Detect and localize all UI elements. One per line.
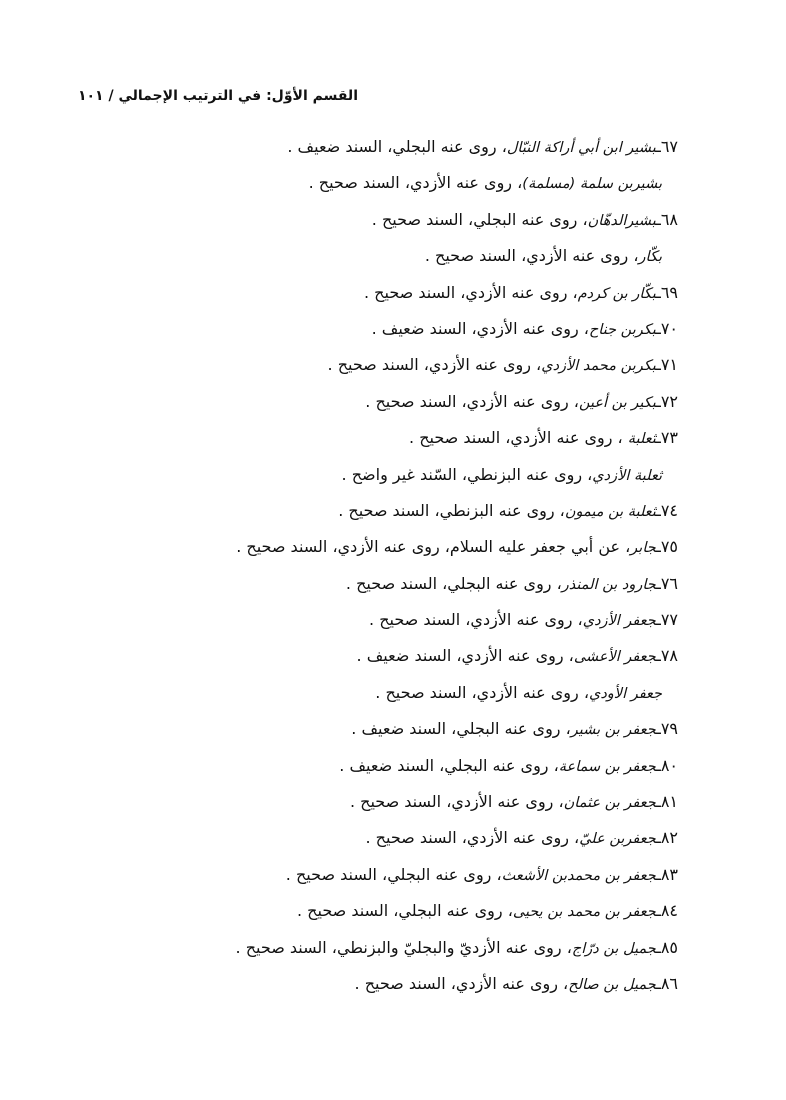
narrator-name: جعفر بن عثمان [563,795,657,812]
numbered-entry [100,930,678,966]
numbered-entry [100,893,678,929]
entry-text: ، روى عنه الأزدي، السند صحيح . [349,792,564,812]
entry-text: ، روى عنه البزنطي، السّند غير واضح . [341,464,593,484]
narrator-name: جعفر الأودي [588,685,662,702]
numbered-entry [100,275,678,311]
narrator-name: بكير بن أعين [578,394,657,411]
sub-entry [100,165,678,201]
numbered-entry [100,347,678,383]
narrator-name: ثعلبة [627,431,657,448]
entry-number: ٧٠ـ [656,318,678,338]
entry-text: ، روى عنه الأزدي، السند صحيح . [308,173,523,193]
narrator-name: جعفر بن محمد بن يحيى [512,904,657,921]
narrator-name: ثعلبة بن ميمون [564,503,657,520]
entry-number: ٨١ـ [656,792,678,812]
entry-text: ، روى عنه البجلي، السند صحيح . [297,901,513,921]
entry-text: ، روى عنه الأزدي، السند صحيح . [409,428,628,448]
entry-text: ، روى عنه الأزدي، السند ضعيف . [371,318,589,338]
entry-text: ، روى عنه البجلي، السند صحيح . [371,209,588,229]
entry-text: ، روى عنه الأزديّ والبجليّ والبزنطي، السند صحيح . [235,937,572,957]
entry-text: ، روى عنه البزنطي، السند صحيح . [338,500,565,520]
narrator-name: جارود بن المنذر [561,576,657,593]
sub-entry [100,457,678,493]
narrator-name: جعفر الأعشى [573,649,657,666]
numbered-entry [100,529,678,565]
entry-list [100,129,678,1002]
entry-number: ٧١ـ [656,355,678,375]
entry-text: ، روى عنه الأزدي، السند صحيح . [354,973,569,993]
entry-number: ٨٣ـ [656,864,678,884]
entry-number: ٧٦ـ [656,573,678,593]
numbered-entry [100,638,678,674]
entry-number: ٧٧ـ [656,610,678,630]
narrator-name: جعفر بن محمدبن الأشعث [501,867,657,884]
entry-text: ، روى عنه الأزدي، السند صحيح . [327,355,542,375]
entry-number: ٨٠ـ [656,755,678,775]
numbered-entry [100,820,678,856]
narrator-name: جعفر بن بشير [570,722,657,739]
numbered-entry [100,857,678,893]
entry-text: ، روى عنه البجلي، السند صحيح . [285,864,502,884]
header-separator: / [108,88,114,104]
narrator-name: جميل بن درّاج [571,940,657,957]
entry-text: ، روى عنه الأزدي، السند صحيح . [369,610,583,630]
running-header [77,88,358,104]
narrator-name: بكربن محمد الأزدي [541,358,657,375]
entry-number: ٦٨ـ [656,209,678,229]
narrator-name: بكّار بن كردم [577,285,657,302]
sub-entry [100,238,678,274]
numbered-entry [100,711,678,747]
entry-number: ٧٥ـ [656,537,678,557]
narrator-name: بكربن جناح [588,321,657,338]
entry-text: ، روى عنه الأزدي، السند ضعيف . [356,646,574,666]
numbered-entry [100,566,678,602]
header-title: القسم الأوّل: في الترتيب الإجمالي [118,88,358,104]
entry-text: ، روى عنه البجلي، السند ضعيف . [339,755,559,775]
narrator-name: جعفر الأزدي [582,613,657,630]
narrator-name: ثعلبة الأزدي [592,467,662,484]
entry-text: ، روى عنه الأزدي، السند صحيح . [363,282,578,302]
numbered-entry [100,420,678,456]
numbered-entry [100,493,678,529]
entry-number: ٦٩ـ [656,282,678,302]
narrator-name: بشير ابن أبي أراكة النبّال [506,140,657,156]
entry-number: ٨٥ـ [656,937,678,957]
entry-number: ٨٦ـ [656,973,678,993]
numbered-entry [100,384,678,420]
entry-number: ٧٩ـ [656,719,678,739]
entry-number: ٧٢ـ [656,391,678,411]
narrator-name: جابر [630,540,657,557]
narrator-name: بكّار [638,249,662,266]
entry-text: ، روى عنه الأزدي، السند صحيح . [375,682,589,702]
numbered-entry [100,129,678,165]
narrator-name: جعفربن عليّ [579,831,657,848]
narrator-name: جعفر بن سماعة [558,758,657,775]
entry-number: ٨٤ـ [656,901,678,921]
numbered-entry [100,602,678,638]
sub-entry [100,675,678,711]
numbered-entry [100,966,678,1002]
numbered-entry [100,748,678,784]
entry-text: ، عن أبي جعفر عليه السلام، روى عنه الأزدي، السند صحيح . [236,537,631,557]
entry-number: ٦٧ـ [656,137,678,156]
numbered-entry [100,311,678,347]
numbered-entry [100,784,678,820]
entry-text: ، روى عنه البجلي، السند صحيح . [345,573,562,593]
narrator-name: بشيربن سلمة (مسلمة) [522,176,662,193]
entry-number: ٧٣ـ [656,428,678,448]
entry-text: ، روى عنه الأزدي، السند صحيح . [424,246,639,266]
entry-text: ، روى عنه الأزدي، السند صحيح . [365,828,580,848]
entry-text: ، روى عنه البجلي، السند ضعيف . [287,137,507,156]
entry-text: ، روى عنه الأزدي، السند صحيح . [365,391,579,411]
entry-number: ٧٨ـ [656,646,678,666]
narrator-name: بشيرالدهّان [587,212,657,229]
entry-number: ٧٤ـ [656,500,678,520]
entry-text: ، روى عنه البجلي، السند ضعيف . [351,719,571,739]
entry-number: ٨٢ـ [656,828,678,848]
numbered-entry [100,202,678,238]
narrator-name: جميل بن صالح [568,976,657,993]
page-number: ١٠١ [77,88,104,104]
